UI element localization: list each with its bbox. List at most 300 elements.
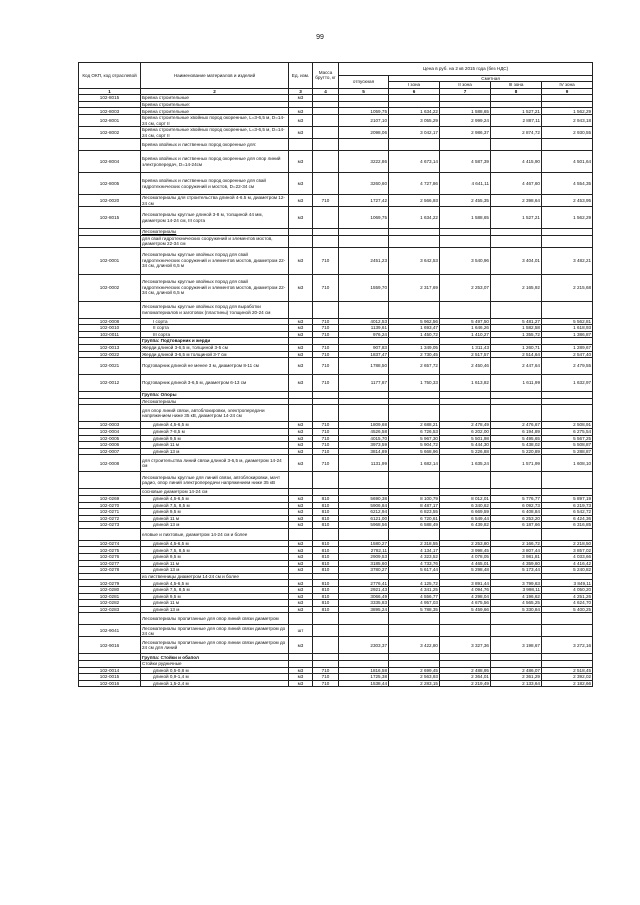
row-price-zone-1: 5 904,72 xyxy=(389,442,440,449)
row-price-zone-1: 4 323,52 xyxy=(389,554,440,561)
row-mass xyxy=(313,108,339,115)
row-name: длиной 4,5-6,5 м xyxy=(141,422,289,429)
table-row xyxy=(79,325,593,332)
row-unit xyxy=(289,101,313,108)
row-price-zone-3 xyxy=(491,528,542,540)
row-mass xyxy=(313,661,339,668)
row-price-zone-1: 6 588,49 xyxy=(389,522,440,529)
row-price-zone-2: 2 455,35 xyxy=(440,195,491,207)
table-row xyxy=(79,115,593,127)
row-price-release: 3780,27 xyxy=(339,567,389,574)
row-mass: 810 xyxy=(313,600,339,607)
row-price-zone-3: 2 133,64 xyxy=(491,680,542,687)
row-name: Жерди длиной 3-6,5 м толщиной 3-7 см xyxy=(141,351,289,358)
row-unit: м3 xyxy=(289,173,313,195)
row-unit: м3 xyxy=(289,680,313,687)
row-mass: 810 xyxy=(313,495,339,502)
row-price-release: 2921,43 xyxy=(339,587,389,594)
row-name: длиной 7,5, 8,5 м xyxy=(141,587,289,594)
row-price-zone-3: 5 438,02 xyxy=(491,442,542,449)
row-price-zone-2: 1 588,65 xyxy=(440,207,491,229)
row-price-release: 1788,50 xyxy=(339,358,389,375)
row-code: 102-0006 xyxy=(79,442,141,449)
row-price-zone-4: 4 251,26 xyxy=(542,593,593,600)
row-price-zone-4: 6 424,36 xyxy=(542,515,593,522)
table-row xyxy=(79,435,593,442)
row-price-release xyxy=(339,472,389,489)
row-price-zone-4 xyxy=(542,489,593,496)
row-price-zone-2: 1 635,24 xyxy=(440,455,491,472)
row-price-zone-2: 2 219,49 xyxy=(440,680,491,687)
row-price-zone-3: 2 361,29 xyxy=(491,674,542,681)
row-unit: м3 xyxy=(289,127,313,139)
row-mass: 810 xyxy=(313,509,339,516)
row-price-zone-2 xyxy=(440,661,491,668)
row-name: Лесоматериалы xyxy=(141,229,289,236)
row-mass: 710 xyxy=(313,667,339,674)
row-price-release: 5906,84 xyxy=(339,502,389,509)
header-name: Наименование материалов и изделий xyxy=(141,63,289,89)
row-price-zone-3: 3 404,01 xyxy=(491,247,542,274)
table-row xyxy=(79,151,593,173)
row-price-zone-3 xyxy=(491,139,542,151)
row-price-zone-4: 2 453,95 xyxy=(542,195,593,207)
row-price-zone-3: 6 092,73 xyxy=(491,502,542,509)
row-price-release: 2909,53 xyxy=(339,554,389,561)
row-name: длиной 0,9-1,4 м xyxy=(141,674,289,681)
row-unit: м3 xyxy=(289,509,313,516)
row-price-zone-1 xyxy=(389,472,440,489)
row-name: Бревна хвойных и лиственных пород окоренные для опор линий электропередач, D=14-24см xyxy=(141,151,289,173)
row-price-zone-4 xyxy=(542,661,593,668)
row-mass: 710 xyxy=(313,428,339,435)
row-unit: м3 xyxy=(289,344,313,351)
row-price-zone-4 xyxy=(542,95,593,102)
table-row xyxy=(79,509,593,516)
header-unit: Ед. изм. xyxy=(289,63,313,89)
row-mass xyxy=(313,229,339,236)
row-mass xyxy=(313,301,339,318)
row-price-zone-3: 4 467,60 xyxy=(491,173,542,195)
row-code: 102-9016 xyxy=(79,637,141,654)
row-name: длиной 7-8,5 м xyxy=(141,428,289,435)
row-price-zone-2 xyxy=(440,301,491,318)
row-unit: м3 xyxy=(289,593,313,600)
row-code: 102-0012 xyxy=(79,375,141,392)
table-row xyxy=(79,127,593,139)
row-mass: 710 xyxy=(313,680,339,687)
row-price-zone-2: 4 675,56 xyxy=(440,600,491,607)
row-unit xyxy=(289,573,313,580)
row-code xyxy=(79,301,141,318)
row-price-zone-2 xyxy=(440,654,491,661)
row-price-zone-4 xyxy=(542,654,593,661)
row-price-zone-2 xyxy=(440,489,491,496)
table-row xyxy=(79,398,593,405)
row-price-release: 1580,27 xyxy=(339,540,389,547)
row-price-zone-4: 2 518,45 xyxy=(542,667,593,674)
row-unit: м3 xyxy=(289,554,313,561)
row-price-zone-2: 2 364,01 xyxy=(440,674,491,681)
row-price-release xyxy=(339,95,389,102)
col-number: 7 xyxy=(440,88,491,94)
col-number: 4 xyxy=(313,88,339,94)
row-price-zone-3 xyxy=(491,338,542,345)
table-row xyxy=(79,528,593,540)
table-row xyxy=(79,613,593,625)
row-price-release: 1139,61 xyxy=(339,325,389,332)
row-code: 102-0282 xyxy=(79,600,141,607)
row-price-zone-3 xyxy=(491,392,542,399)
row-price-zone-1: 4 727,86 xyxy=(389,173,440,195)
row-price-zone-1: 4 556,77 xyxy=(389,593,440,600)
row-name: длиной 7,5, 8,5 м xyxy=(141,547,289,554)
row-price-zone-3: 6 194,89 xyxy=(491,428,542,435)
row-unit: м3 xyxy=(289,455,313,472)
row-code: 102-0016 xyxy=(79,680,141,687)
row-price-zone-4 xyxy=(542,625,593,637)
row-unit: м3 xyxy=(289,667,313,674)
row-price-zone-2: 3 891,44 xyxy=(440,580,491,587)
row-name: длиной 4,5-6,5 м xyxy=(141,495,289,502)
row-mass: 810 xyxy=(313,522,339,529)
table-row xyxy=(79,667,593,674)
row-name: Стойки рудничные xyxy=(141,661,289,668)
row-price-zone-4 xyxy=(542,528,593,540)
row-name: Бревна строительные xyxy=(141,108,289,115)
row-mass xyxy=(313,173,339,195)
row-price-zone-4: 2 930,55 xyxy=(542,127,593,139)
row-unit: м3 xyxy=(289,422,313,429)
row-code: 102-8002 xyxy=(79,127,141,139)
row-name: Группа: Подтоварник и жерди xyxy=(141,338,289,345)
row-unit: м3 xyxy=(289,587,313,594)
row-price-zone-4: 1 618,93 xyxy=(542,325,593,332)
row-price-release xyxy=(339,301,389,318)
row-code: 102-0273 xyxy=(79,522,141,529)
row-price-zone-4: 2 392,02 xyxy=(542,674,593,681)
row-price-zone-4 xyxy=(542,139,593,151)
row-unit xyxy=(289,405,313,422)
table-row xyxy=(79,674,593,681)
row-price-zone-4: 2 508,91 xyxy=(542,422,593,429)
row-price-zone-1: 2 566,93 xyxy=(389,195,440,207)
row-mass: 710 xyxy=(313,195,339,207)
row-price-zone-3 xyxy=(491,101,542,108)
table-row xyxy=(79,522,593,529)
row-mass xyxy=(313,472,339,489)
row-mass: 710 xyxy=(313,247,339,274)
row-price-zone-4 xyxy=(542,235,593,247)
row-price-zone-2 xyxy=(440,398,491,405)
row-price-zone-2: 2 999,24 xyxy=(440,115,491,127)
row-price-zone-1 xyxy=(389,613,440,625)
row-mass: 710 xyxy=(313,331,339,338)
row-price-zone-1 xyxy=(389,573,440,580)
row-price-release: 3335,83 xyxy=(339,600,389,607)
row-unit xyxy=(289,392,313,399)
table-row xyxy=(79,654,593,661)
row-name: длиной 9,5 м xyxy=(141,593,289,600)
row-price-zone-2: 5 444,30 xyxy=(440,442,491,449)
row-price-release xyxy=(339,528,389,540)
row-unit: м3 xyxy=(289,515,313,522)
row-code: 102-0276 xyxy=(79,554,141,561)
row-mass xyxy=(313,127,339,139)
row-price-release: 3973,59 xyxy=(339,442,389,449)
table-row xyxy=(79,593,593,600)
row-price-zone-2: 6 549,44 xyxy=(440,515,491,522)
row-price-zone-3: 1 527,21 xyxy=(491,108,542,115)
row-price-zone-4: 2 479,55 xyxy=(542,358,593,375)
row-price-zone-4 xyxy=(542,101,593,108)
table-row xyxy=(79,567,593,574)
row-unit xyxy=(289,398,313,405)
row-price-zone-1: 4 125,72 xyxy=(389,580,440,587)
table-row xyxy=(79,547,593,554)
row-price-zone-4: 5 288,87 xyxy=(542,448,593,455)
table-row xyxy=(79,351,593,358)
row-price-release: 6212,94 xyxy=(339,509,389,516)
row-unit: м3 xyxy=(289,560,313,567)
row-price-zone-1: 8 487,17 xyxy=(389,502,440,509)
header-zone-1: I зона xyxy=(389,82,440,88)
row-mass: 710 xyxy=(313,674,339,681)
row-price-zone-1: 1 634,22 xyxy=(389,207,440,229)
table-row xyxy=(79,101,593,108)
row-name: еловые и пихтовые, диаметром 14-24 см и более xyxy=(141,528,289,540)
row-price-zone-4: 4 416,42 xyxy=(542,560,593,567)
row-mass xyxy=(313,95,339,102)
row-price-zone-4: 5 897,19 xyxy=(542,495,593,502)
table-row xyxy=(79,173,593,195)
table-row xyxy=(79,448,593,455)
row-price-zone-2: 1 311,43 xyxy=(440,344,491,351)
row-name: длиной 11 м xyxy=(141,515,289,522)
row-unit: м3 xyxy=(289,207,313,229)
row-price-zone-4: 3 857,02 xyxy=(542,547,593,554)
row-price-zone-3 xyxy=(491,405,542,422)
table-row xyxy=(79,235,593,247)
row-price-release: 1177,87 xyxy=(339,375,389,392)
row-unit xyxy=(289,235,313,247)
row-price-release xyxy=(339,392,389,399)
row-price-zone-2: 5 298,48 xyxy=(440,567,491,574)
table-row xyxy=(79,95,593,102)
table-row xyxy=(79,229,593,236)
row-price-zone-1: 1 682,14 xyxy=(389,455,440,472)
row-code: 102-0004 xyxy=(79,428,141,435)
row-name: Подтоварник длиной 3-6,5 м, диаметром 6-13 см xyxy=(141,375,289,392)
row-price-zone-1 xyxy=(389,654,440,661)
row-price-zone-2 xyxy=(440,235,491,247)
header-zone-2: II зона xyxy=(440,82,491,88)
row-unit: м3 xyxy=(289,325,313,332)
row-price-zone-3: 3 799,63 xyxy=(491,580,542,587)
row-mass: 710 xyxy=(313,442,339,449)
row-price-zone-3: 1 355,72 xyxy=(491,331,542,338)
row-mass xyxy=(313,392,339,399)
row-price-zone-1: 2 688,21 xyxy=(389,422,440,429)
table-row xyxy=(79,606,593,613)
row-price-release xyxy=(339,654,389,661)
row-price-zone-3: 3 981,81 xyxy=(491,554,542,561)
row-name: длиной 0,5-0,8 м xyxy=(141,667,289,674)
row-price-release: 4526,58 xyxy=(339,428,389,435)
row-price-release: 3185,60 xyxy=(339,560,389,567)
row-price-zone-4: 1 632,97 xyxy=(542,375,593,392)
row-name: Лесоматериалы круглые хвойных пород для свай гидротехнических сооружений и элементов мостов, диаметром 22-34 см, длиной 6,5 м xyxy=(141,274,289,301)
row-price-zone-4: 2 218,50 xyxy=(542,540,593,547)
row-code: 102-0269 xyxy=(79,495,141,502)
row-unit: м3 xyxy=(289,502,313,509)
row-price-release: 5690,38 xyxy=(339,495,389,502)
table-row xyxy=(79,637,593,654)
row-price-release xyxy=(339,338,389,345)
row-price-zone-1: 2 283,15 xyxy=(389,680,440,687)
row-code xyxy=(79,229,141,236)
row-code: 102-8005 xyxy=(79,173,141,195)
table-row xyxy=(79,661,593,668)
row-unit: м3 xyxy=(289,600,313,607)
row-mass xyxy=(313,613,339,625)
row-mass xyxy=(313,207,339,229)
row-price-release xyxy=(339,398,389,405)
row-price-zone-3: 4 415,90 xyxy=(491,151,542,173)
row-unit: м3 xyxy=(289,247,313,274)
row-price-zone-1 xyxy=(389,661,440,668)
row-price-release: 6121,00 xyxy=(339,515,389,522)
row-code: 102-0277 xyxy=(79,560,141,567)
row-name: Бревна строительные xyxy=(141,95,289,102)
row-name: Лесоматериалы xyxy=(141,398,289,405)
row-price-zone-2 xyxy=(440,229,491,236)
row-name: Лесоматериалы круглые для линий связи, автоблокировки, мачт радио, опор линий электропередачи напряжением ниже 35 кВ xyxy=(141,472,289,489)
row-price-zone-2 xyxy=(440,338,491,345)
row-price-zone-4: 4 050,20 xyxy=(542,587,593,594)
row-price-zone-1: 3 642,53 xyxy=(389,247,440,274)
row-name: длиной 4,5-6,5 м xyxy=(141,540,289,547)
row-price-zone-3: 3 998,11 xyxy=(491,587,542,594)
row-name: длиной 13 м xyxy=(141,522,289,529)
row-price-zone-1: 5 967,30 xyxy=(389,435,440,442)
row-price-zone-3: 1 260,71 xyxy=(491,344,542,351)
row-price-zone-3: 2 166,72 xyxy=(491,540,542,547)
row-code: 102-8003 xyxy=(79,108,141,115)
row-price-zone-3: 5 495,65 xyxy=(491,435,542,442)
table-row xyxy=(79,489,593,496)
row-code: 102-0021 xyxy=(79,358,141,375)
row-name: Лесоматериалы круглые хвойных пород для свай гидротехнических сооружений и элементов мостов, диаметром 22-34 см, длиной 6,5 м xyxy=(141,247,289,274)
row-price-release xyxy=(339,235,389,247)
row-code: 102-0270 xyxy=(79,502,141,509)
row-price-zone-1 xyxy=(389,101,440,108)
row-price-zone-1: 4 341,25 xyxy=(389,587,440,594)
row-code: 102-0278 xyxy=(79,567,141,574)
row-mass xyxy=(313,625,339,637)
row-mass xyxy=(313,528,339,540)
row-unit xyxy=(289,472,313,489)
row-price-zone-4: 2 547,40 xyxy=(542,351,593,358)
row-code xyxy=(79,338,141,345)
row-unit: м3 xyxy=(289,358,313,375)
row-unit xyxy=(289,229,313,236)
row-name: I сорта xyxy=(141,318,289,325)
row-price-zone-4: 5 400,25 xyxy=(542,606,593,613)
row-code: 102-9041 xyxy=(79,625,141,637)
row-price-zone-2 xyxy=(440,101,491,108)
row-price-zone-2: 1 410,27 xyxy=(440,331,491,338)
row-price-zone-2 xyxy=(440,625,491,637)
row-price-release: 2303,37 xyxy=(339,637,389,654)
row-name: Лесоматериалы круглые длиной 3-8 м, толщиной 44 мм, диаметром 14-24 см, III сорта xyxy=(141,207,289,229)
row-price-zone-2: 8 012,01 xyxy=(440,495,491,502)
row-mass: 710 xyxy=(313,435,339,442)
row-mass xyxy=(313,101,339,108)
row-code: 102-0001 xyxy=(79,247,141,274)
row-price-zone-2: 2 986,37 xyxy=(440,127,491,139)
row-price-zone-1: 4 957,03 xyxy=(389,600,440,607)
row-mass xyxy=(313,235,339,247)
row-code xyxy=(79,654,141,661)
row-price-zone-3: 6 253,20 xyxy=(491,515,542,522)
row-mass xyxy=(313,489,339,496)
row-price-zone-4: 1 289,67 xyxy=(542,344,593,351)
row-name: из лиственницы диаметром 14-24 см и более xyxy=(141,573,289,580)
row-code: 102-0022 xyxy=(79,351,141,358)
row-code: 102-0014 xyxy=(79,667,141,674)
row-mass: 710 xyxy=(313,351,339,358)
row-price-zone-3: 5 173,44 xyxy=(491,567,542,574)
row-code xyxy=(79,613,141,625)
row-price-zone-2: 3 540,96 xyxy=(440,247,491,274)
row-price-zone-2: 4 465,01 xyxy=(440,560,491,567)
table-row xyxy=(79,422,593,429)
row-mass xyxy=(313,151,339,173)
price-table xyxy=(78,62,593,687)
row-unit: м3 xyxy=(289,95,313,102)
row-code: 102-0003 xyxy=(79,422,141,429)
row-price-zone-3: 1 527,21 xyxy=(491,207,542,229)
row-price-zone-3: 2 887,11 xyxy=(491,115,542,127)
row-mass xyxy=(313,405,339,422)
row-price-zone-1: 1 450,72 xyxy=(389,331,440,338)
table-row xyxy=(79,207,593,229)
row-price-zone-1 xyxy=(389,398,440,405)
row-unit: м3 xyxy=(289,606,313,613)
row-code xyxy=(79,661,141,668)
row-price-zone-1: 4 673,14 xyxy=(389,151,440,173)
row-price-zone-4: 4 033,66 xyxy=(542,554,593,561)
row-code: 102-8015 xyxy=(79,95,141,102)
row-unit: шт xyxy=(289,625,313,637)
table-row xyxy=(79,301,593,318)
table-row xyxy=(79,495,593,502)
table-row xyxy=(79,392,593,399)
row-price-zone-2: 2 450,46 xyxy=(440,358,491,375)
row-price-zone-2: 3 327,36 xyxy=(440,637,491,654)
row-name: Бревна строительные хвойных пород окоренные, L=3-6,5 м, D=14-24 см, сорт II xyxy=(141,127,289,139)
table-row xyxy=(79,405,593,422)
row-price-zone-2: 5 226,88 xyxy=(440,448,491,455)
row-unit: м3 xyxy=(289,274,313,301)
row-name: Бревна хвойных и лиственных пород окоренные для: xyxy=(141,139,289,151)
table-row xyxy=(79,600,593,607)
row-unit xyxy=(289,528,313,540)
row-code: 102-0020 xyxy=(79,195,141,207)
header-estimated: Сметная xyxy=(389,76,593,82)
row-price-zone-4: 5 567,25 xyxy=(542,435,593,442)
